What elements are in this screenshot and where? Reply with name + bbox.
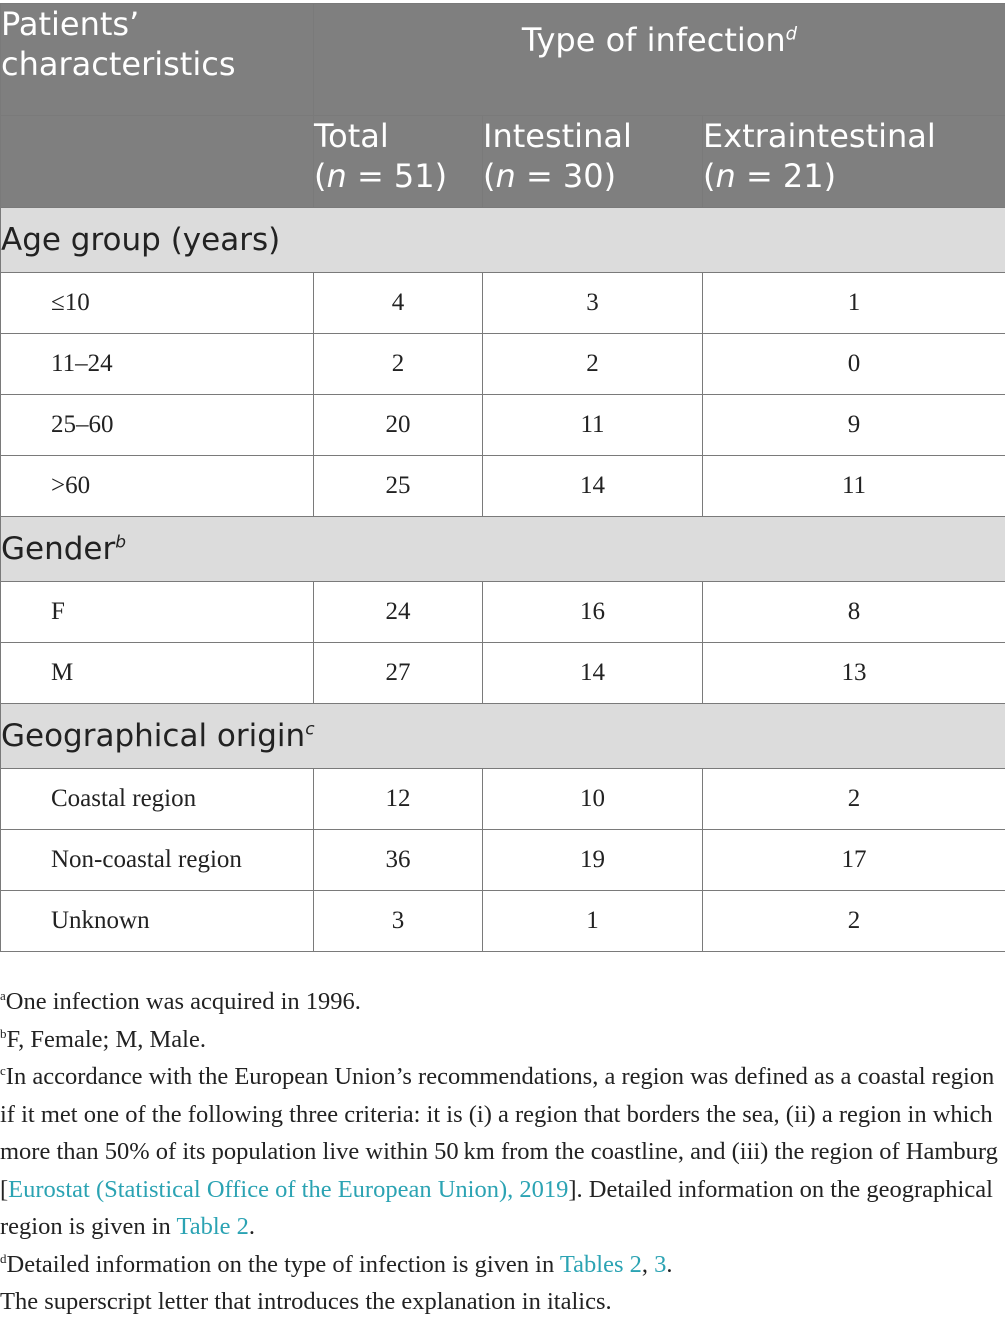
table-row: >60 25 14 11 <box>1 456 1005 517</box>
section-geographical-origin: Geographical origin$^c$ <box>1 704 1005 769</box>
section-age-group: Age group (years) <box>1 208 1005 273</box>
header-total: Total (n = 51) <box>314 116 483 208</box>
table-row: 25–60 20 11 9 <box>1 395 1005 456</box>
header-intestinal: Intestinal (n = 30) <box>483 116 703 208</box>
header-type-of-infection: Type of infection$^d$ <box>314 4 1005 116</box>
characteristics-table <box>0 3 1005 952</box>
header-characteristics: Patients’ characteristics <box>1 4 314 116</box>
table-row: Coastal region 12 10 2 <box>1 769 1005 830</box>
table-2-link[interactable]: Table 2 <box>176 1213 249 1240</box>
tables-2-link[interactable]: Tables 2 <box>559 1250 642 1278</box>
header-empty <box>1 116 314 208</box>
table-3-link[interactable]: 3 <box>654 1250 667 1278</box>
footnote-c: $^c$In accordance with the European Union’s recommendations, a region was defined as a coastal region if it met one of the following three criteria: it is (i) a region that borders the sea, (ii) a region in which more than 50% of its population live within 50 km from the coastline, and (iii) the region of Hamburg [Eurostat (Statistical Office of the European Union), 2019]. Detailed information on the geographical region is given in Table 2. <box>0 1062 998 1240</box>
table-row: 11–24 2 2 0 <box>1 334 1005 395</box>
table-row: F 24 16 8 <box>1 582 1005 643</box>
header-extraintestinal: Extraintestinal (n = 21) <box>703 116 1005 208</box>
footnote-final: The superscript letter that introduces the explanation in italics. <box>0 1288 612 1315</box>
footnote-d: $^d$Detailed information on the type of infection is given in Tables 2, 3. <box>0 1250 673 1278</box>
table-row: Unknown 3 1 2 <box>1 891 1005 952</box>
table-row: ≤10 4 3 1 <box>1 273 1005 334</box>
footnote-a: $^a$One infection was acquired in 1996. <box>0 987 361 1015</box>
table-row: Non-coastal region 36 19 17 <box>1 830 1005 891</box>
eurostat-link[interactable]: Eurostat (Statistical Office of the European Union), 2019 <box>8 1175 569 1203</box>
table-row: M 27 14 13 <box>1 643 1005 704</box>
footnote-b: $^b$F, Female; M, Male. <box>0 1025 206 1053</box>
table-footnotes <box>0 983 1000 1321</box>
section-gender: Gender$^b$ <box>1 517 1005 582</box>
